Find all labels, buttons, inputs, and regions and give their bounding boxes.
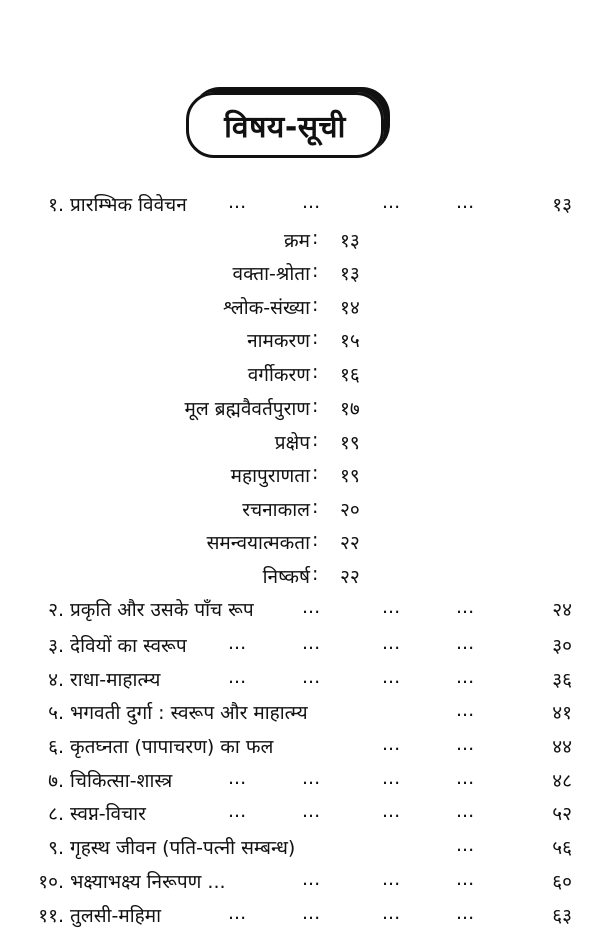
entry-page: १३ <box>552 194 572 216</box>
entry-page: ४१ <box>552 702 572 724</box>
toc-subentry[interactable] <box>0 223 600 257</box>
leader-dots: ... <box>228 800 247 822</box>
entry-page: २४ <box>552 599 572 621</box>
leader-dots: ... <box>456 767 475 789</box>
entry-number: ९. <box>48 837 64 859</box>
entry-page: ४८ <box>552 770 572 792</box>
entry-title: प्रकृति और उसके पाँच रूप <box>70 599 254 621</box>
subentry-title: महापुराणता <box>230 465 310 487</box>
toc-entry[interactable] <box>0 763 600 797</box>
leader-dots: ... <box>456 699 475 721</box>
subentry-title: क्रम <box>284 230 310 252</box>
toc-entry[interactable] <box>0 864 600 898</box>
subentry-title: रचनाकाल <box>242 499 310 521</box>
leader-dots: ... <box>302 191 321 213</box>
entry-number: ११. <box>38 905 64 927</box>
separator-colon: : <box>312 294 319 316</box>
entry-number: ३. <box>48 635 64 657</box>
toc-subentry[interactable] <box>0 492 600 526</box>
leader-dots: ... <box>382 632 401 654</box>
subentry-page: १९ <box>340 465 360 487</box>
entry-number: ६. <box>48 736 64 758</box>
leader-dots: ... <box>228 767 247 789</box>
entry-number: २. <box>48 599 64 621</box>
subentry-page: १७ <box>340 398 360 420</box>
entry-title: गृहस्थ जीवन (पति-पत्नी सम्बन्ध) <box>70 837 296 859</box>
subentry-page: २० <box>340 499 360 521</box>
subentry-page: २२ <box>340 566 360 588</box>
leader-dots: ... <box>456 800 475 822</box>
leader-dots: ... <box>456 191 475 213</box>
leader-dots: ... <box>228 666 247 688</box>
leader-dots: ... <box>302 868 321 890</box>
separator-colon: : <box>312 327 319 349</box>
entry-title: तुलसी-महिमा <box>70 905 161 927</box>
leader-dots: ... <box>228 902 247 924</box>
leader-dots: ... <box>382 868 401 890</box>
leader-dots: ... <box>302 632 321 654</box>
leader-dots: ... <box>382 596 401 618</box>
separator-colon: : <box>312 227 319 249</box>
entry-number: ४. <box>48 669 64 691</box>
subentry-page: १४ <box>340 297 360 319</box>
leader-dots: ... <box>382 902 401 924</box>
toc-subentry[interactable] <box>0 425 600 459</box>
entry-title: भक्ष्याभक्ष्य निरूपण ... <box>70 871 226 893</box>
toc-entry[interactable] <box>0 729 600 763</box>
entry-page: ५२ <box>552 803 572 825</box>
toc-entry[interactable] <box>0 628 600 662</box>
toc-entry[interactable] <box>0 830 600 864</box>
separator-colon: : <box>312 361 319 383</box>
entry-number: ८. <box>48 803 64 825</box>
leader-dots: ... <box>456 834 475 856</box>
toc-subentry[interactable] <box>0 525 600 559</box>
toc-entry[interactable] <box>0 592 600 626</box>
page-title: विषय-सूची <box>224 109 346 145</box>
entry-number: १. <box>48 194 64 216</box>
entry-title: चिकित्सा-शास्त्र <box>70 770 173 792</box>
leader-dots: ... <box>456 733 475 755</box>
leader-dots: ... <box>302 800 321 822</box>
separator-colon: : <box>312 462 319 484</box>
subentry-page: १९ <box>340 432 360 454</box>
leader-dots: ... <box>302 767 321 789</box>
subentry-title: प्रक्षेप <box>274 432 310 454</box>
entry-page: ६३ <box>552 905 572 927</box>
toc-entry[interactable] <box>0 898 600 932</box>
leader-dots: ... <box>382 666 401 688</box>
leader-dots: ... <box>302 902 321 924</box>
subentry-page: २२ <box>340 532 360 554</box>
leader-dots: ... <box>456 596 475 618</box>
toc-subentry[interactable] <box>0 256 600 290</box>
toc-entry[interactable] <box>0 796 600 830</box>
entry-page: ३० <box>552 635 572 657</box>
leader-dots: ... <box>382 800 401 822</box>
subentry-title: वक्ता-श्रोता <box>232 263 310 285</box>
subentry-title: समन्वयात्मकता <box>206 532 310 554</box>
entry-page: ४४ <box>552 736 572 758</box>
entry-title: कृतघ्नता (पापाचरण) का फल <box>70 736 274 758</box>
subentry-page: १६ <box>340 364 360 386</box>
entry-title: भगवती दुर्गा : स्वरूप और माहात्म्य <box>70 702 308 724</box>
entry-title: देवियों का स्वरूप <box>70 635 187 657</box>
title-box <box>186 92 384 158</box>
leader-dots: ... <box>456 902 475 924</box>
leader-dots: ... <box>302 666 321 688</box>
leader-dots: ... <box>382 191 401 213</box>
entry-page: ६० <box>552 871 572 893</box>
subentry-page: १३ <box>340 263 360 285</box>
leader-dots: ... <box>456 666 475 688</box>
subentry-title: नामकरण <box>247 330 310 352</box>
entry-title: राधा-माहात्म्य <box>70 669 161 691</box>
leader-dots: ... <box>302 596 321 618</box>
entry-page: ५६ <box>552 837 572 859</box>
separator-colon: : <box>312 529 319 551</box>
toc-subentry[interactable] <box>0 458 600 492</box>
subentry-page: १३ <box>340 230 360 252</box>
toc-subentry[interactable] <box>0 391 600 425</box>
toc-subentry[interactable] <box>0 559 600 593</box>
toc-subentry[interactable] <box>0 290 600 324</box>
toc-subentry[interactable] <box>0 323 600 357</box>
leader-dots: ... <box>228 191 247 213</box>
subentry-title: श्लोक-संख्या <box>223 297 310 319</box>
subentry-title: वर्गीकरण <box>247 364 310 386</box>
separator-colon: : <box>312 496 319 518</box>
leader-dots: ... <box>382 733 401 755</box>
separator-colon: : <box>312 260 319 282</box>
toc-entry[interactable] <box>0 695 600 729</box>
entry-title: स्वप्न-विचार <box>70 803 146 825</box>
toc-subentry[interactable] <box>0 357 600 391</box>
leader-dots: ... <box>456 632 475 654</box>
toc-entry[interactable] <box>0 187 600 221</box>
separator-colon: : <box>312 563 319 585</box>
entry-number: १०. <box>38 871 64 893</box>
entry-title: प्रारम्भिक विवेचन <box>70 194 187 216</box>
subentry-page: १५ <box>340 330 360 352</box>
leader-dots: ... <box>228 632 247 654</box>
entry-number: ५. <box>48 702 64 724</box>
leader-dots: ... <box>456 868 475 890</box>
subentry-title: मूल ब्रह्मवैवर्तपुराण <box>184 398 310 420</box>
leader-dots: ... <box>382 767 401 789</box>
entry-page: ३६ <box>552 669 572 691</box>
separator-colon: : <box>312 395 319 417</box>
separator-colon: : <box>312 429 319 451</box>
subentry-title: निष्कर्ष <box>262 566 310 588</box>
entry-number: ७. <box>48 770 64 792</box>
toc-entry[interactable] <box>0 662 600 696</box>
